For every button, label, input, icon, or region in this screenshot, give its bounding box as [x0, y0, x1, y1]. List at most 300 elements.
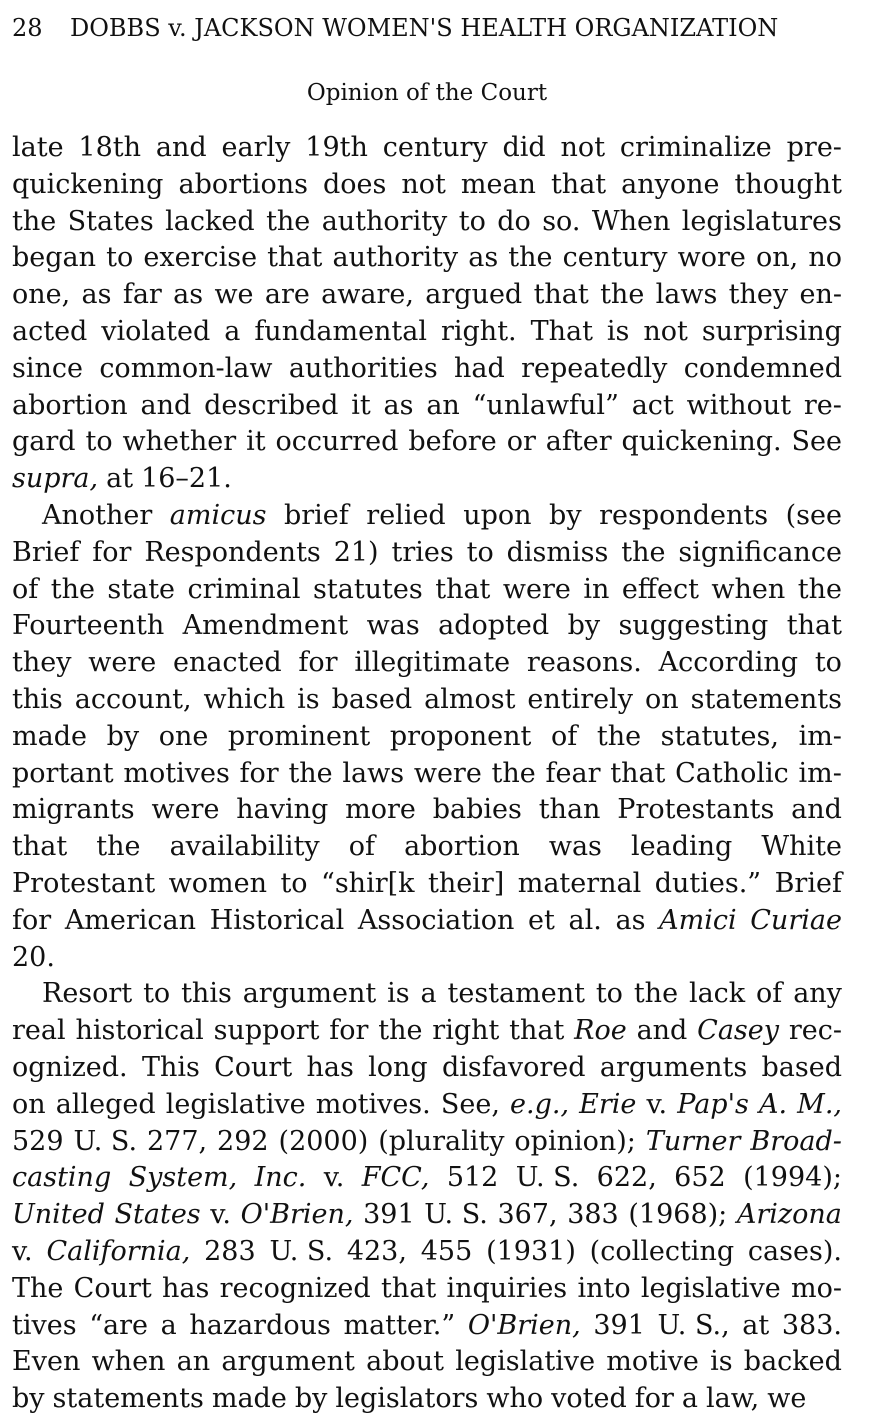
- word: a: [420, 978, 437, 1010]
- word: effect: [621, 573, 699, 605]
- word: that: [380, 1272, 437, 1304]
- word: and: [791, 794, 842, 826]
- word: is: [387, 978, 410, 1010]
- word: we: [214, 279, 254, 311]
- word: as: [173, 279, 204, 311]
- word: real: [12, 1015, 66, 1047]
- word: proponent: [389, 720, 532, 752]
- word: 529: [12, 1125, 64, 1157]
- word: that: [610, 757, 666, 789]
- text-line: [12, 866, 842, 903]
- page-number: 28: [12, 14, 43, 42]
- word: had: [454, 352, 505, 384]
- word: 383.: [781, 1309, 842, 1341]
- word: to: [280, 867, 308, 899]
- word: one: [158, 720, 209, 752]
- word: for: [92, 536, 132, 568]
- word: adopted: [438, 610, 550, 642]
- word: quickening: [12, 168, 164, 200]
- text-line: [12, 1160, 842, 1197]
- word: act: [631, 389, 674, 421]
- word: are: [264, 279, 310, 311]
- word: M.,: [797, 1088, 842, 1120]
- word: v.: [12, 1235, 33, 1267]
- word: et: [528, 904, 555, 936]
- text-line: [12, 498, 842, 535]
- word: by: [294, 1383, 328, 1415]
- word: duties.”: [654, 867, 762, 899]
- word: Protestants: [617, 794, 775, 826]
- word: Casey: [697, 1015, 779, 1047]
- word: O'Brien,: [240, 1199, 354, 1231]
- word: im-: [798, 757, 842, 789]
- word: opinion);: [514, 1125, 636, 1157]
- text-line: [12, 424, 842, 461]
- word: the: [50, 573, 95, 605]
- word: not: [643, 315, 688, 347]
- word: not: [401, 168, 446, 200]
- word: we: [767, 1383, 807, 1415]
- text-line: [12, 976, 842, 1013]
- word: that: [533, 279, 589, 311]
- word: reasons.: [526, 647, 642, 679]
- word: abortion: [12, 389, 128, 421]
- word: arguments: [599, 1051, 748, 1083]
- word: that: [509, 1015, 565, 1047]
- word: based: [761, 1051, 842, 1083]
- word: Respondents: [144, 536, 321, 568]
- word: Catholic: [675, 757, 789, 789]
- paragraph: [12, 130, 842, 498]
- word: O'Brien,: [467, 1309, 581, 1341]
- word: as: [383, 389, 414, 421]
- word: an: [176, 1346, 211, 1378]
- word: legislative: [455, 1346, 596, 1378]
- word: for: [239, 757, 279, 789]
- word: Roe: [574, 1015, 627, 1047]
- word: availability: [169, 831, 320, 863]
- word: for: [329, 1015, 369, 1047]
- word: upon: [463, 499, 532, 531]
- word: 622,: [596, 1162, 657, 1194]
- word: the: [378, 1015, 423, 1047]
- word: when: [711, 573, 786, 605]
- word: the: [600, 279, 645, 311]
- word: is: [606, 315, 630, 347]
- word: wore: [677, 242, 746, 274]
- opinion-subheading: Opinion of the Court: [306, 80, 548, 106]
- word: 423,: [346, 1235, 407, 1267]
- word: fundamental: [254, 315, 428, 347]
- word: any: [793, 978, 842, 1010]
- word: fear: [545, 757, 601, 789]
- word: California,: [46, 1235, 191, 1267]
- word: States: [114, 1199, 201, 1231]
- word: this: [181, 978, 232, 1010]
- word: Broad-: [750, 1125, 842, 1157]
- word: 367,: [497, 1199, 558, 1231]
- word: enacted: [172, 647, 282, 679]
- word: dismiss: [506, 536, 609, 568]
- text-line: [12, 829, 842, 866]
- word: 21): [333, 536, 379, 568]
- word: on: [645, 683, 679, 715]
- word: and: [140, 389, 192, 421]
- word: See: [791, 426, 842, 458]
- word: when: [91, 1346, 166, 1378]
- word: (1931): [486, 1235, 576, 1267]
- word: laws: [655, 279, 718, 311]
- text-line: [12, 240, 842, 277]
- word: without: [686, 389, 792, 421]
- word: as: [468, 242, 499, 274]
- word: to: [143, 978, 171, 1010]
- word: Even: [12, 1346, 81, 1378]
- word: aware,: [321, 279, 414, 311]
- word: described: [204, 389, 339, 421]
- word: common-law: [99, 352, 273, 384]
- word: they: [728, 279, 789, 311]
- word: early: [221, 132, 291, 163]
- word: after: [545, 426, 612, 458]
- word: abortion: [404, 831, 520, 863]
- text-line: [12, 1308, 842, 1345]
- word: that: [12, 831, 68, 863]
- word: criminalize: [619, 132, 772, 163]
- word: to: [106, 242, 134, 274]
- paragraph: [12, 976, 842, 1418]
- word: the: [266, 205, 311, 237]
- word: en-: [799, 279, 842, 311]
- word: v.: [646, 1088, 668, 1120]
- text-line: [12, 535, 842, 572]
- word: as: [81, 279, 112, 311]
- word: Court: [73, 1272, 152, 1304]
- text-line: [12, 1271, 842, 1308]
- word: to: [595, 978, 623, 1010]
- word: “unlawful”: [472, 389, 619, 421]
- word: was: [366, 610, 420, 642]
- word: See,: [440, 1088, 500, 1120]
- word: United: [12, 1199, 105, 1231]
- text-line: [12, 1013, 842, 1050]
- text-line: [12, 792, 842, 829]
- word: authorities: [288, 352, 438, 384]
- word: the: [96, 831, 141, 863]
- word: authority: [332, 242, 459, 274]
- word: an: [426, 389, 460, 421]
- word: of: [756, 978, 783, 1010]
- word: to: [814, 647, 842, 679]
- word: repeatedly: [521, 352, 668, 384]
- word: to: [466, 536, 494, 568]
- text-line: [12, 682, 842, 719]
- text-line: [12, 204, 842, 241]
- text-line: [12, 1381, 842, 1418]
- text-line: [12, 461, 842, 498]
- word: 19th: [305, 132, 368, 163]
- word: a: [224, 315, 241, 347]
- word: recognized: [219, 1272, 371, 1304]
- word: portant: [12, 757, 114, 789]
- word: hazardous: [189, 1309, 331, 1341]
- word: maternal: [517, 867, 642, 899]
- word: mean: [460, 168, 536, 200]
- word: (collecting: [589, 1235, 735, 1267]
- word: Brief: [12, 536, 80, 568]
- word: laws: [342, 757, 405, 789]
- word: U. S.: [424, 1199, 488, 1231]
- word: Turner: [645, 1125, 741, 1157]
- word: acted: [12, 315, 88, 347]
- text-line: [12, 645, 842, 682]
- word: made: [211, 1383, 287, 1415]
- word: at: [742, 1309, 770, 1341]
- word: motives.: [315, 1088, 431, 1120]
- word: v.: [210, 1199, 231, 1231]
- word: Pap's: [677, 1088, 749, 1120]
- word: exercise: [143, 242, 258, 274]
- word: (1994);: [743, 1162, 842, 1194]
- word: gard: [12, 426, 76, 458]
- word: statutes: [313, 573, 423, 605]
- text-line: [12, 903, 842, 940]
- word: made: [12, 720, 87, 752]
- word: testament: [447, 978, 585, 1010]
- word: authority: [321, 205, 448, 237]
- word: who: [486, 1383, 544, 1415]
- word: brief: [283, 499, 349, 531]
- word: legislative: [640, 1272, 781, 1304]
- word: to: [85, 426, 113, 458]
- word: statements: [52, 1383, 204, 1415]
- word: which: [203, 683, 286, 715]
- word: Amici: [659, 904, 737, 936]
- word: surprising: [701, 315, 842, 347]
- word: inquiries: [446, 1272, 568, 1304]
- word: 283: [204, 1235, 256, 1267]
- word: does: [323, 168, 387, 200]
- word: it: [351, 389, 371, 421]
- word: im-: [798, 720, 842, 752]
- word: 391: [363, 1199, 415, 1231]
- word: into: [577, 1272, 631, 1304]
- word: the: [797, 573, 842, 605]
- word: argument: [221, 1346, 355, 1378]
- word: based: [331, 683, 413, 715]
- word: Association: [357, 904, 515, 936]
- word: prominent: [227, 720, 371, 752]
- word: cases).: [747, 1235, 842, 1267]
- word: support: [213, 1015, 320, 1047]
- word: to: [458, 205, 486, 237]
- text-line: [12, 130, 842, 167]
- word: disfavored: [442, 1051, 586, 1083]
- word: women: [168, 867, 267, 899]
- word: 512: [446, 1162, 499, 1194]
- word: Amendment: [182, 610, 349, 642]
- word: motive: [606, 1346, 699, 1378]
- word: 292: [217, 1125, 269, 1157]
- text-line: [12, 1050, 842, 1087]
- word: amicus: [169, 499, 267, 531]
- word: for: [12, 904, 52, 936]
- word: The: [12, 1272, 64, 1304]
- word: 277,: [146, 1125, 208, 1157]
- word: state: [107, 573, 176, 605]
- word: statutes,: [660, 720, 779, 752]
- word: babies: [432, 794, 522, 826]
- word: occurred: [275, 426, 399, 458]
- text-line: [12, 314, 842, 351]
- word: at: [106, 463, 134, 495]
- word: According: [658, 647, 799, 679]
- word: and: [155, 132, 207, 163]
- word: 383: [567, 1199, 619, 1231]
- word: FCC,: [361, 1162, 430, 1194]
- word: criminal: [187, 573, 301, 605]
- word: quickening.: [621, 426, 782, 458]
- word: century: [562, 242, 668, 274]
- word: Brief: [774, 867, 842, 899]
- paragraph: [12, 498, 842, 976]
- case-title: DOBBS v. JACKSON WOMEN'S HEALTH ORGANIZATION: [70, 14, 779, 42]
- word: U. S.,: [657, 1309, 730, 1341]
- word: historical: [75, 1015, 204, 1047]
- word: began: [12, 242, 97, 274]
- word: for: [298, 647, 338, 679]
- word: that: [267, 242, 323, 274]
- word: Erie: [579, 1088, 637, 1120]
- word: lack: [688, 978, 746, 1010]
- word: were: [502, 573, 571, 605]
- word: anyone: [621, 168, 720, 200]
- word: thought: [734, 168, 842, 200]
- word: their]: [427, 867, 505, 899]
- word: of: [12, 573, 39, 605]
- text-line: [12, 719, 842, 756]
- word: the: [491, 757, 536, 789]
- word: Court: [214, 1051, 293, 1083]
- word: “shir[k: [321, 867, 415, 899]
- word: voted: [551, 1383, 627, 1415]
- text-line: [12, 277, 842, 314]
- word: violated: [101, 315, 211, 347]
- word: did: [502, 132, 546, 163]
- text-line: [12, 608, 842, 645]
- word: since: [12, 352, 83, 384]
- word: having: [236, 794, 329, 826]
- word: matter.”: [343, 1309, 456, 1341]
- word: and: [636, 1015, 688, 1047]
- word: by: [567, 610, 601, 642]
- opinion-body: [12, 130, 842, 1418]
- word: a: [681, 1383, 699, 1415]
- word: century: [382, 132, 488, 163]
- word: as: [615, 904, 646, 936]
- word: al.: [568, 904, 602, 936]
- word: respondents: [599, 499, 769, 531]
- word: the: [508, 242, 553, 274]
- running-head: [12, 12, 842, 44]
- word: on,: [755, 242, 799, 274]
- word: 455: [420, 1235, 473, 1267]
- word: leading: [631, 831, 733, 863]
- word: this: [12, 683, 63, 715]
- text-line: [12, 940, 842, 977]
- word: not: [560, 132, 606, 163]
- word: far: [122, 279, 162, 311]
- word: statements: [690, 683, 842, 715]
- word: has: [162, 1272, 210, 1304]
- word: the: [596, 720, 642, 752]
- word: rec-: [788, 1015, 842, 1047]
- word: 16–21.: [141, 463, 232, 495]
- text-line: [12, 388, 842, 425]
- word: Fourteenth: [12, 610, 165, 642]
- word: ognized.: [12, 1051, 128, 1083]
- word: was: [548, 831, 602, 863]
- word: before: [408, 426, 497, 458]
- word: alleged: [55, 1088, 156, 1120]
- word: Inc.: [254, 1162, 307, 1194]
- text-line: [12, 1197, 842, 1234]
- word: 20.: [12, 941, 55, 973]
- word: do: [497, 205, 531, 237]
- word: is: [710, 1346, 733, 1378]
- word: that: [550, 168, 607, 200]
- word: (see: [785, 499, 842, 531]
- word: 391: [593, 1309, 645, 1341]
- text-line: [12, 1344, 842, 1381]
- word: “are: [89, 1309, 148, 1341]
- text-line: [12, 756, 842, 793]
- word: law,: [706, 1383, 760, 1415]
- word: tives: [12, 1309, 77, 1341]
- word: by: [549, 499, 582, 531]
- word: whether: [122, 426, 237, 458]
- word: Resort: [42, 978, 133, 1010]
- word: legislatures: [681, 205, 842, 237]
- word: e.g.,: [510, 1088, 570, 1120]
- word: A.: [758, 1088, 788, 1120]
- word: argued: [425, 279, 523, 311]
- word: States: [67, 205, 154, 237]
- word: legislators: [335, 1383, 479, 1415]
- word: that: [435, 573, 491, 605]
- word: were: [88, 647, 157, 679]
- text-line: [12, 1087, 842, 1124]
- word: by: [12, 1383, 45, 1415]
- word: pre-: [786, 132, 842, 163]
- word: has: [306, 1051, 354, 1083]
- word: Arizona: [736, 1199, 842, 1231]
- word: it: [246, 426, 266, 458]
- word: (1968);: [628, 1199, 728, 1231]
- word: were: [413, 757, 482, 789]
- text-line: [12, 572, 842, 609]
- word: account,: [74, 683, 192, 715]
- word: That: [530, 315, 593, 347]
- word: condemned: [683, 352, 842, 384]
- word: of: [348, 831, 375, 863]
- word: (2000): [278, 1125, 369, 1157]
- word: When: [591, 205, 671, 237]
- word: relied: [366, 499, 446, 531]
- word: for: [634, 1383, 674, 1415]
- word: Another: [42, 499, 153, 531]
- word: motives: [123, 757, 230, 789]
